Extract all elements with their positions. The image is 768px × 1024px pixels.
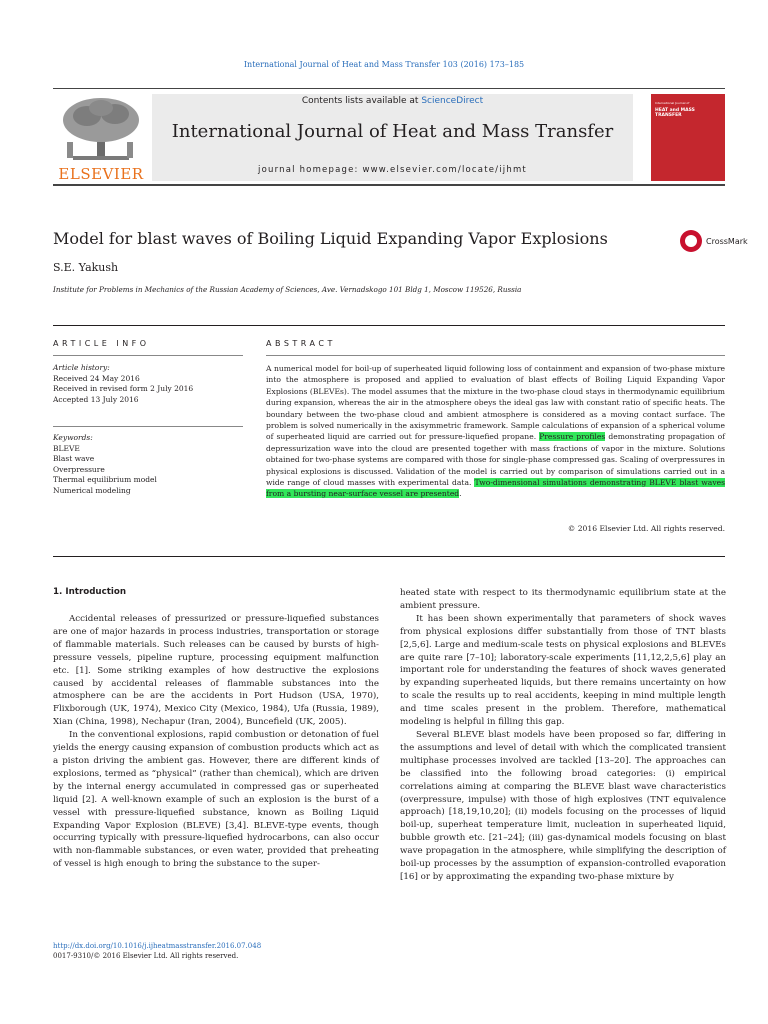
article-history	[53, 363, 243, 405]
abstract-rule	[266, 355, 725, 356]
abstract-highlight-2[interactable]: Two-dimensional simulations demonstrating BLEVE blast waves from a bursting near-surface vessel are presented	[266, 478, 726, 499]
keywords-rule	[53, 426, 243, 427]
intro-paragraph-5: Several BLEVE blast models have been proposed so far, differing in the assumptions and level of detail with which the complicated transient multiphase processes involved are tackled [13–20]. The approaches can be classified into the following broad categories: (i) empirical correlations aiming at comparing the BLEVE blast wave characteristics (overpressure, impulse) with those of high explosives (TNT equivalence approach) [18,19,10,20]; (ii) models focusing on the processes of liquid boil-up, superheat temperature limit, nucleation in superheated liquid, bubble growth etc. [21–24]; (iii) gas-dynamical models focusing on blast wave propagation in the atmosphere, while simplifying the description of boil-up processes by the assumption of expansion-controlled evaporation [16] or by approximating the expanding two-phase mixture by	[400, 729, 726, 882]
abstract-part-3: .	[459, 489, 462, 499]
abstract-copyright: © 2016 Elsevier Ltd. All rights reserved.	[567, 524, 725, 533]
author-affiliation: Institute for Problems in Mechanics of the Russian Academy of Sciences, Ave. Vernadskogo 101 Bldg 1, Moscow 119526, Russia	[53, 285, 522, 294]
keyword-item: Numerical modeling	[53, 485, 131, 495]
keywords-label: Keywords:	[53, 433, 93, 442]
cover-title-text: HEAT and MASS TRANSFER	[655, 108, 695, 118]
journal-homepage[interactable]: journal homepage: www.elsevier.com/locate/ijhmt	[258, 165, 527, 175]
intro-paragraph-3: heated state with respect to its thermodynamic equilibrium state at the ambient pressure.	[400, 588, 726, 611]
keywords-block	[53, 433, 243, 496]
intro-paragraph-4: It has been shown experimentally that parameters of shock waves from physical explosions differ substantially from those of TNT blasts [2,5,6]. Large and medium-scale tests on physical explosions and BLEVEs are quite rare [7–10]; laboratory-scale experiments [11,12,2,5,6] play an important role for understanding the features of shock waves generated by expanding superheated liquids, but there remains uncertainty on how to scale the results up to real accidents, keeping in mind multiple length and time scales present in the problem. Therefore, mathematical modeling is helpful in filling this gap.	[400, 613, 726, 728]
crossmark-label[interactable]: CrossMark	[706, 237, 748, 246]
journal-citation[interactable]: International Journal of Heat and Mass Transfer 103 (2016) 173–185	[243, 60, 525, 69]
history-received: Received 24 May 2016	[53, 373, 140, 383]
abstract-part-1: A numerical model for boil-up of superheated liquid following loss of containment and expansion of two-phase mixture into the atmosphere is proposed and applied to evaluation of blast effects of Boiling Liquid Expanding Vapor Explosions (BLEVEs). The model assumes that the mixture in the two-phase cloud stays in thermodynamic equilibrium during expansion, whereas the air in the atmosphere obeys the ideal gas law with constant ratio of specific heats. The boundary between the two-phase cloud and ambient atmosphere is considered as a moving contact surface. The problem is solved numerically in the axisymmetric framework. Sample calculations of expansion of a spherical volume of superheated liquid are carried out for pressure-liquefied propane.	[266, 364, 725, 442]
abstract-part-2: demonstrating propagation of depressurization wave into the cloud are presented together with mass fractions of vapor in the mixture. Solutions obtained for two-phase systems are compared with those for single-phase compressed gas. Scaling of overpressures in physical explosions is discussed. Validation of the model is carried out by comparison of simulations carried out in a wide range of cloud masses with experimental data.	[266, 432, 726, 488]
body-column-right	[400, 587, 726, 884]
info-top-rule	[53, 325, 725, 326]
abstract-highlight-1[interactable]: Pressure profiles	[539, 432, 606, 442]
sciencedirect-link[interactable]: ScienceDirect	[421, 96, 484, 106]
abstract-bottom-rule	[53, 556, 725, 557]
header-top-rule	[53, 88, 725, 89]
abstract-text	[266, 363, 725, 500]
history-accepted: Accepted 13 July 2016	[53, 394, 139, 404]
doi-link[interactable]: http://dx.doi.org/10.1016/j.ijheatmasstransfer.2016.07.048	[53, 942, 262, 950]
intro-paragraph-2: In the conventional explosions, rapid combustion or detonation of fuel yields the energy causing expansion of combustion products which act as a piston driving the ambient gas. However, there are different kinds of explosions, termed as “physical” (rather than chemical), which are driven by the internal energy accumulated in compressed gas or superheated liquid [2]. A well-known example of such an explosion is the burst of a vessel with pressure-liquefied substance, known as Boiling Liquid Expanding Vapor Explosion (BLEVE) [3,4]. BLEVE-type events, though occurring typically with pressure-liquefied hydrocarbons, can also occur with non-flammable substances, or even water, provided that preheating of vessel is high enough to bring the substance to the super-	[53, 730, 379, 870]
header-bottom-rule	[53, 184, 725, 186]
keyword-item: Overpressure	[53, 464, 105, 474]
article-info-heading: ARTICLE INFO	[53, 339, 150, 348]
contents-available-line	[152, 96, 633, 106]
intro-paragraph-1: Accidental releases of pressurized or pressure-liquefied substances are one of major hazards in process industries, transportation or storage of flammable materials. Such releases can be caused by bursts of high-pressure vessels, pipeline rupture, processing equipment malfunction etc. [1]. Some striking examples of how destructive the explosions caused by accidental releases of flammable substances into the atmosphere can be are the accidents in Port Hudson (USA, 1970), Flixborough (UK, 1974), Mexico City (Mexico, 1984), Ufa (Russia, 1989), Xian (China, 1998), Nechapur (Iran, 2004), Buncefield (UK, 2005).	[53, 614, 379, 728]
journal-title: International Journal of Heat and Mass Transfer	[171, 121, 614, 142]
info-rule	[53, 355, 243, 356]
author-name: S.E. Yakush	[53, 261, 119, 274]
abstract-heading: ABSTRACT	[266, 339, 336, 348]
body-column-left	[53, 613, 379, 871]
page-footer	[53, 941, 261, 961]
keyword-item: Thermal equilibrium model	[53, 475, 157, 484]
keyword-item: BLEVE	[53, 443, 80, 453]
keyword-item: Blast wave	[53, 454, 95, 463]
history-label: Article history:	[53, 363, 110, 372]
article-title: Model for blast waves of Boiling Liquid Expanding Vapor Explosions	[53, 229, 608, 248]
contents-prefix: Contents lists available at	[301, 96, 419, 106]
elsevier-wordmark: ELSEVIER	[58, 165, 144, 183]
introduction-heading: 1. Introduction	[53, 587, 127, 597]
history-revised: Received in revised form 2 July 2016	[53, 384, 194, 393]
cover-small-text: International Journal of	[655, 101, 690, 105]
crossmark-icon-center	[685, 235, 697, 247]
issn-copyright: 0017-9310/© 2016 Elsevier Ltd. All rights reserved.	[53, 952, 239, 960]
